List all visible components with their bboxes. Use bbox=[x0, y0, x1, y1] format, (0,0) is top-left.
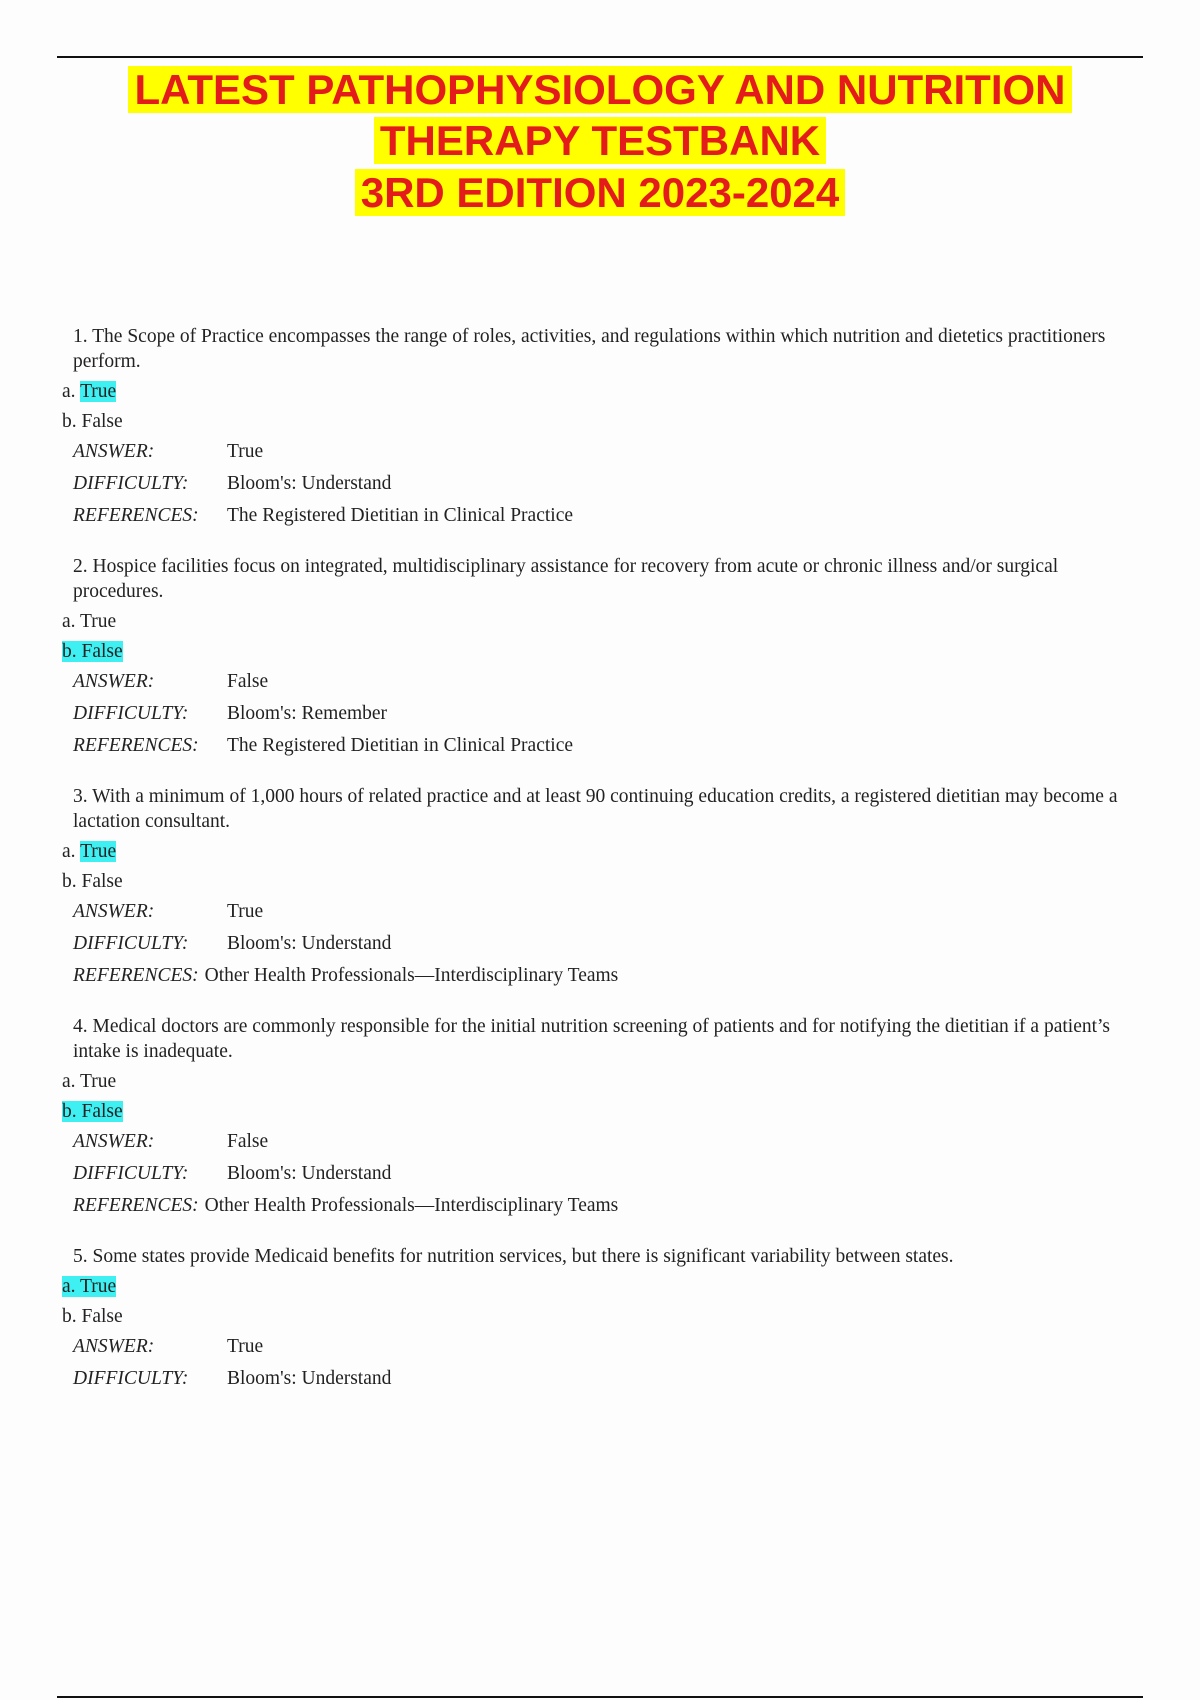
question-4 bbox=[62, 1014, 1152, 1218]
question-stem: 4. Medical doctors are commonly responsible for the initial nutrition screening of patients and for notifying the dietitian if a patient’s intake is inadequate. bbox=[73, 1016, 1111, 1062]
option-b: b. False bbox=[62, 871, 123, 892]
option-a: a. True bbox=[62, 611, 117, 632]
difficulty-row bbox=[62, 471, 1152, 496]
difficulty-row bbox=[62, 931, 1152, 956]
option-a-text-correct: True bbox=[80, 841, 117, 862]
question-stem: 5. Some states provide Medicaid benefits for nutrition services, but there is significant variability between states. bbox=[73, 1246, 954, 1267]
option-b: b. False bbox=[62, 411, 123, 432]
references-label: REFERENCES: bbox=[73, 1195, 199, 1216]
answer-row bbox=[62, 1129, 1152, 1154]
references-row bbox=[62, 963, 1152, 988]
bottom-rule bbox=[57, 1696, 1143, 1698]
question-stem: 2. Hospice facilities focus on integrated, multidisciplinary assistance for recovery from acute or chronic illness and/or surgical procedures. bbox=[73, 556, 1059, 602]
question-3 bbox=[62, 784, 1152, 988]
title-line-2: THERAPY TESTBANK bbox=[374, 117, 826, 164]
answer-label: ANSWER: bbox=[73, 441, 155, 462]
answer-row bbox=[62, 1334, 1152, 1359]
difficulty-value: Bloom's: Understand bbox=[227, 1163, 392, 1184]
answer-label: ANSWER: bbox=[73, 671, 155, 692]
question-stem: 3. With a minimum of 1,000 hours of related practice and at least 90 continuing education credits, a registered dietitian may become a lactation consultant. bbox=[73, 786, 1118, 832]
difficulty-value: Bloom's: Understand bbox=[227, 1368, 392, 1389]
difficulty-value: Bloom's: Remember bbox=[227, 703, 388, 724]
difficulty-row bbox=[62, 1161, 1152, 1186]
answer-label: ANSWER: bbox=[73, 1131, 155, 1152]
top-rule bbox=[57, 56, 1143, 58]
answer-label: ANSWER: bbox=[73, 901, 155, 922]
question-2 bbox=[62, 554, 1152, 758]
difficulty-label: DIFFICULTY: bbox=[73, 933, 189, 954]
question-stem: 1. The Scope of Practice encompasses the range of roles, activities, and regulations within which nutrition and dietetics practitioners perform. bbox=[73, 326, 1106, 372]
difficulty-value: Bloom's: Understand bbox=[227, 473, 392, 494]
difficulty-row bbox=[62, 701, 1152, 726]
difficulty-row bbox=[62, 1366, 1152, 1391]
answer-value: False bbox=[227, 671, 269, 692]
references-value: Other Health Professionals—Interdisciplinary Teams bbox=[204, 1195, 619, 1216]
difficulty-label: DIFFICULTY: bbox=[73, 473, 189, 494]
references-label: REFERENCES: bbox=[73, 735, 199, 756]
references-value: Other Health Professionals—Interdisciplinary Teams bbox=[204, 965, 619, 986]
references-row bbox=[62, 1193, 1152, 1218]
references-label: REFERENCES: bbox=[73, 965, 199, 986]
option-prefix: a. bbox=[62, 841, 81, 862]
question-1 bbox=[62, 324, 1152, 528]
references-row bbox=[62, 733, 1152, 758]
difficulty-label: DIFFICULTY: bbox=[73, 1368, 189, 1389]
answer-row bbox=[62, 439, 1152, 464]
answer-value: True bbox=[227, 441, 264, 462]
option-a-text-correct: a. True bbox=[62, 1276, 117, 1297]
answer-label: ANSWER: bbox=[73, 1336, 155, 1357]
question-list bbox=[62, 324, 1152, 1417]
option-a: a. True bbox=[62, 1071, 117, 1092]
references-value: The Registered Dietitian in Clinical Practice bbox=[227, 505, 574, 526]
option-prefix: a. bbox=[62, 381, 81, 402]
references-value: The Registered Dietitian in Clinical Practice bbox=[227, 735, 574, 756]
option-a bbox=[62, 379, 1152, 405]
difficulty-label: DIFFICULTY: bbox=[73, 703, 189, 724]
answer-row bbox=[62, 899, 1152, 924]
option-a bbox=[62, 839, 1152, 865]
option-b: b. False bbox=[62, 1306, 123, 1327]
answer-row bbox=[62, 669, 1152, 694]
difficulty-value: Bloom's: Understand bbox=[227, 933, 392, 954]
option-b bbox=[62, 1099, 1152, 1125]
answer-value: True bbox=[227, 901, 264, 922]
option-a bbox=[62, 1274, 1152, 1300]
option-b bbox=[62, 639, 1152, 665]
references-row bbox=[62, 503, 1152, 528]
answer-value: False bbox=[227, 1131, 269, 1152]
answer-value: True bbox=[227, 1336, 264, 1357]
title-line-1: LATEST PATHOPHYSIOLOGY AND NUTRITION bbox=[128, 66, 1071, 113]
option-a-text-correct: True bbox=[80, 381, 117, 402]
difficulty-label: DIFFICULTY: bbox=[73, 1163, 189, 1184]
option-b-text-correct: b. False bbox=[62, 1101, 123, 1122]
references-label: REFERENCES: bbox=[73, 505, 199, 526]
question-5 bbox=[62, 1244, 1152, 1391]
option-b-text-correct: b. False bbox=[62, 641, 123, 662]
document-title bbox=[0, 66, 1200, 220]
title-line-3: 3RD EDITION 2023-2024 bbox=[355, 169, 846, 216]
